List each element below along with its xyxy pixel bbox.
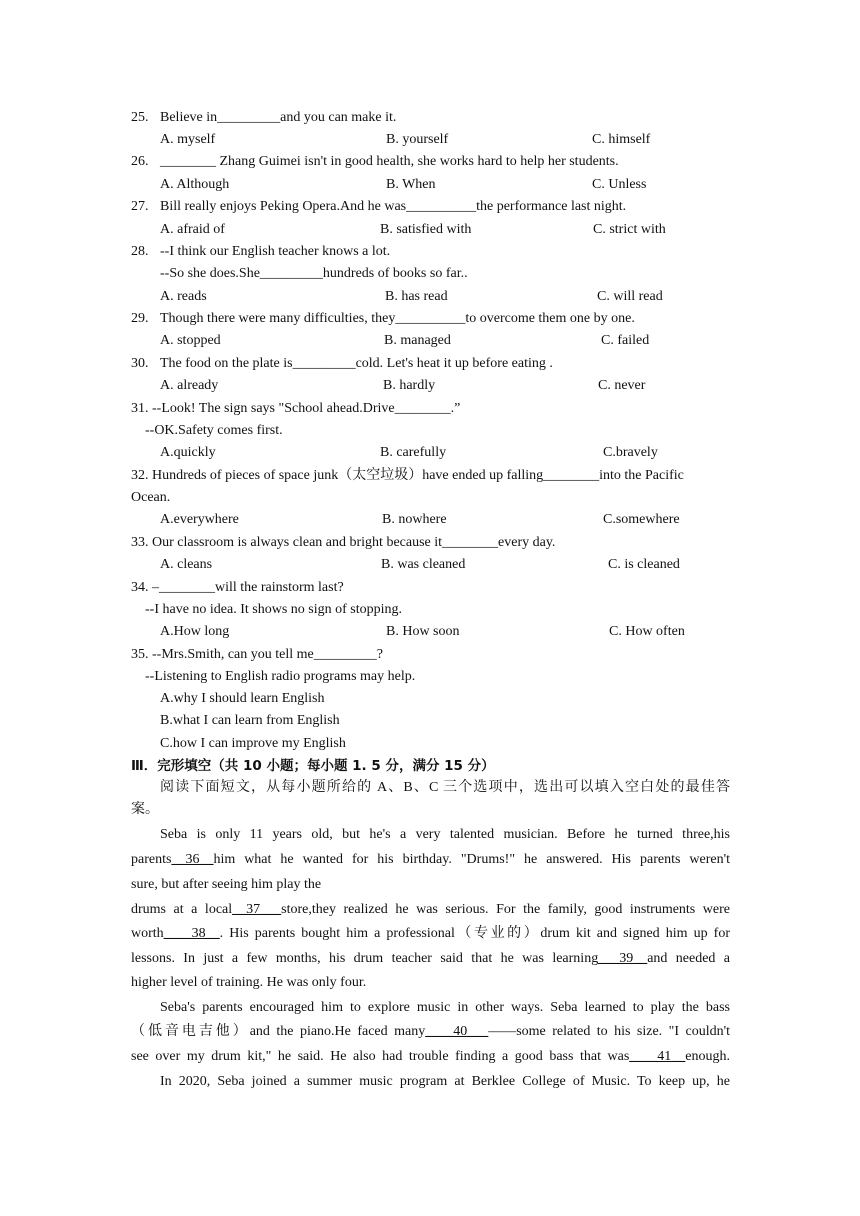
question-number: 30.	[131, 356, 149, 371]
option-a[interactable]: A.How long	[160, 624, 230, 639]
question-stem: Our classroom is always clean and bright because it________every day.	[152, 535, 556, 550]
question-25	[131, 108, 396, 128]
question-33	[131, 533, 555, 553]
option-c[interactable]: C. How often	[609, 624, 685, 639]
option-a[interactable]: A. reads	[160, 289, 207, 304]
question-30	[131, 354, 553, 374]
passage-line: drums at a local__37___store,they realized he was serious. For the family, good instruments were	[131, 902, 730, 917]
passage-line: worth____38__. His parents bought him a professional（专业的）drum kit and signed him up for	[131, 926, 730, 941]
option-b[interactable]: B. was cleaned	[381, 557, 466, 572]
question-stem: Hundreds of pieces of space junk（太空垃圾）have ended up falling________into the Pacific	[152, 468, 684, 483]
option-c[interactable]: C.somewhere	[603, 512, 680, 527]
question-stem: Believe in_________and you can make it.	[160, 110, 397, 125]
option-c[interactable]: C.bravely	[603, 445, 658, 460]
section-instruction-cont: 案。	[131, 802, 159, 817]
question-number: 34.	[131, 580, 149, 595]
blank-36[interactable]: __36__	[171, 852, 214, 867]
option-c[interactable]: C. strict with	[593, 222, 666, 237]
option-a[interactable]: A. myself	[160, 132, 216, 147]
question-stem-line2: --I have no idea. It shows no sign of stopping.	[145, 602, 403, 617]
option-c[interactable]: C. failed	[601, 333, 650, 348]
option-a[interactable]: A.why I should learn English	[160, 691, 325, 706]
option-b[interactable]: B. managed	[384, 333, 451, 348]
question-stem: --Mrs.Smith, can you tell me_________?	[152, 647, 383, 662]
passage-line: parents__36__him what he wanted for his birthday. "Drums!" he answered. His parents weren't	[131, 852, 730, 867]
option-b[interactable]: B. has read	[385, 289, 448, 304]
blank-38[interactable]: ____38__	[163, 926, 220, 941]
option-b[interactable]: B. satisfied with	[380, 222, 472, 237]
question-27	[131, 197, 626, 217]
question-34	[131, 578, 344, 598]
blank-39[interactable]: ___39__	[598, 951, 648, 966]
passage-line: higher level of training. He was only four.	[131, 975, 367, 990]
question-number: 29.	[131, 311, 149, 326]
question-number: 26.	[131, 154, 149, 169]
question-number: 28.	[131, 244, 149, 259]
option-a[interactable]: A. Although	[160, 177, 230, 192]
question-26	[131, 152, 619, 172]
question-stem: ________ Zhang Guimei isn't in good health, she works hard to help her students.	[160, 154, 619, 169]
question-stem: Bill really enjoys Peking Opera.And he was__________the performance last night.	[160, 199, 627, 214]
option-a[interactable]: A. already	[160, 378, 219, 393]
option-b[interactable]: B. When	[386, 177, 436, 192]
question-stem-line2: Ocean.	[131, 490, 171, 505]
option-b[interactable]: B. How soon	[386, 624, 460, 639]
blank-41[interactable]: ____41__	[629, 1049, 686, 1064]
option-b[interactable]: B.what I can learn from English	[160, 713, 340, 728]
question-stem: --I think our English teacher knows a lot.	[160, 244, 391, 259]
question-31	[131, 399, 460, 419]
option-b[interactable]: B. nowhere	[382, 512, 447, 527]
question-number: 35.	[131, 647, 149, 662]
question-number: 25.	[131, 110, 149, 125]
passage-line: sure, but after seeing him play the	[131, 877, 322, 892]
option-a[interactable]: A. cleans	[160, 557, 213, 572]
question-number: 27.	[131, 199, 149, 214]
passage-line: Seba is only 11 years old, but he's a very talented musician. Before he turned three,his	[160, 827, 730, 842]
option-c[interactable]: C. Unless	[592, 177, 647, 192]
option-a[interactable]: A.everywhere	[160, 512, 239, 527]
passage-line: （低音电吉他）and the piano.He faced many____40___——some related to his size. "I couldn't	[131, 1024, 730, 1039]
question-number: 32.	[131, 468, 149, 483]
question-stem-line2: --So she does.She_________hundreds of books so far..	[160, 266, 468, 281]
question-stem-line2: --OK.Safety comes first.	[145, 423, 283, 438]
question-stem: --Look! The sign says "School ahead.Drive________.”	[152, 401, 461, 416]
section-title: Ⅲ．完形填空（共 10 小题；每小题 1. 5 分，满分 15 分）	[131, 758, 495, 774]
section-instruction: 阅读下面短文，从每小题所给的 A、B、C 三个选项中，选出可以填入空白处的最佳答	[160, 780, 730, 795]
option-c[interactable]: C.how I can improve my English	[160, 736, 346, 751]
option-b[interactable]: B. yourself	[386, 132, 449, 147]
question-number: 31.	[131, 401, 149, 416]
blank-40[interactable]: ____40___	[425, 1024, 489, 1039]
question-stem: –________will the rainstorm last?	[152, 580, 344, 595]
option-a[interactable]: A.quickly	[160, 445, 216, 460]
question-stem: The food on the plate is_________cold. Let's heat it up before eating .	[160, 356, 553, 371]
option-c[interactable]: C. himself	[592, 132, 651, 147]
option-b[interactable]: B. carefully	[380, 445, 447, 460]
passage-line: lessons. In just a few months, his drum teacher said that he was learning___39__and needed a	[131, 951, 730, 966]
option-a[interactable]: A. stopped	[160, 333, 221, 348]
option-c[interactable]: C. is cleaned	[608, 557, 680, 572]
question-29	[131, 309, 635, 329]
blank-37[interactable]: __37___	[232, 902, 282, 917]
passage-line: Seba's parents encouraged him to explore music in other ways. Seba learned to play the bass	[160, 1000, 730, 1015]
option-b[interactable]: B. hardly	[383, 378, 436, 393]
option-c[interactable]: C. never	[598, 378, 646, 393]
question-35	[131, 645, 383, 665]
option-a[interactable]: A. afraid of	[160, 222, 225, 237]
question-stem-line2: --Listening to English radio programs may help.	[145, 669, 416, 684]
passage-line: see over my drum kit," he said. He also had trouble finding a good bass that was____41__enough.	[131, 1049, 730, 1064]
question-32	[131, 466, 684, 486]
question-stem: Though there were many difficulties, they__________to overcome them one by one.	[160, 311, 635, 326]
question-number: 33.	[131, 535, 149, 550]
passage-line: In 2020, Seba joined a summer music program at Berklee College of Music. To keep up, he	[160, 1074, 730, 1089]
question-28	[131, 242, 390, 262]
option-c[interactable]: C. will read	[597, 289, 663, 304]
